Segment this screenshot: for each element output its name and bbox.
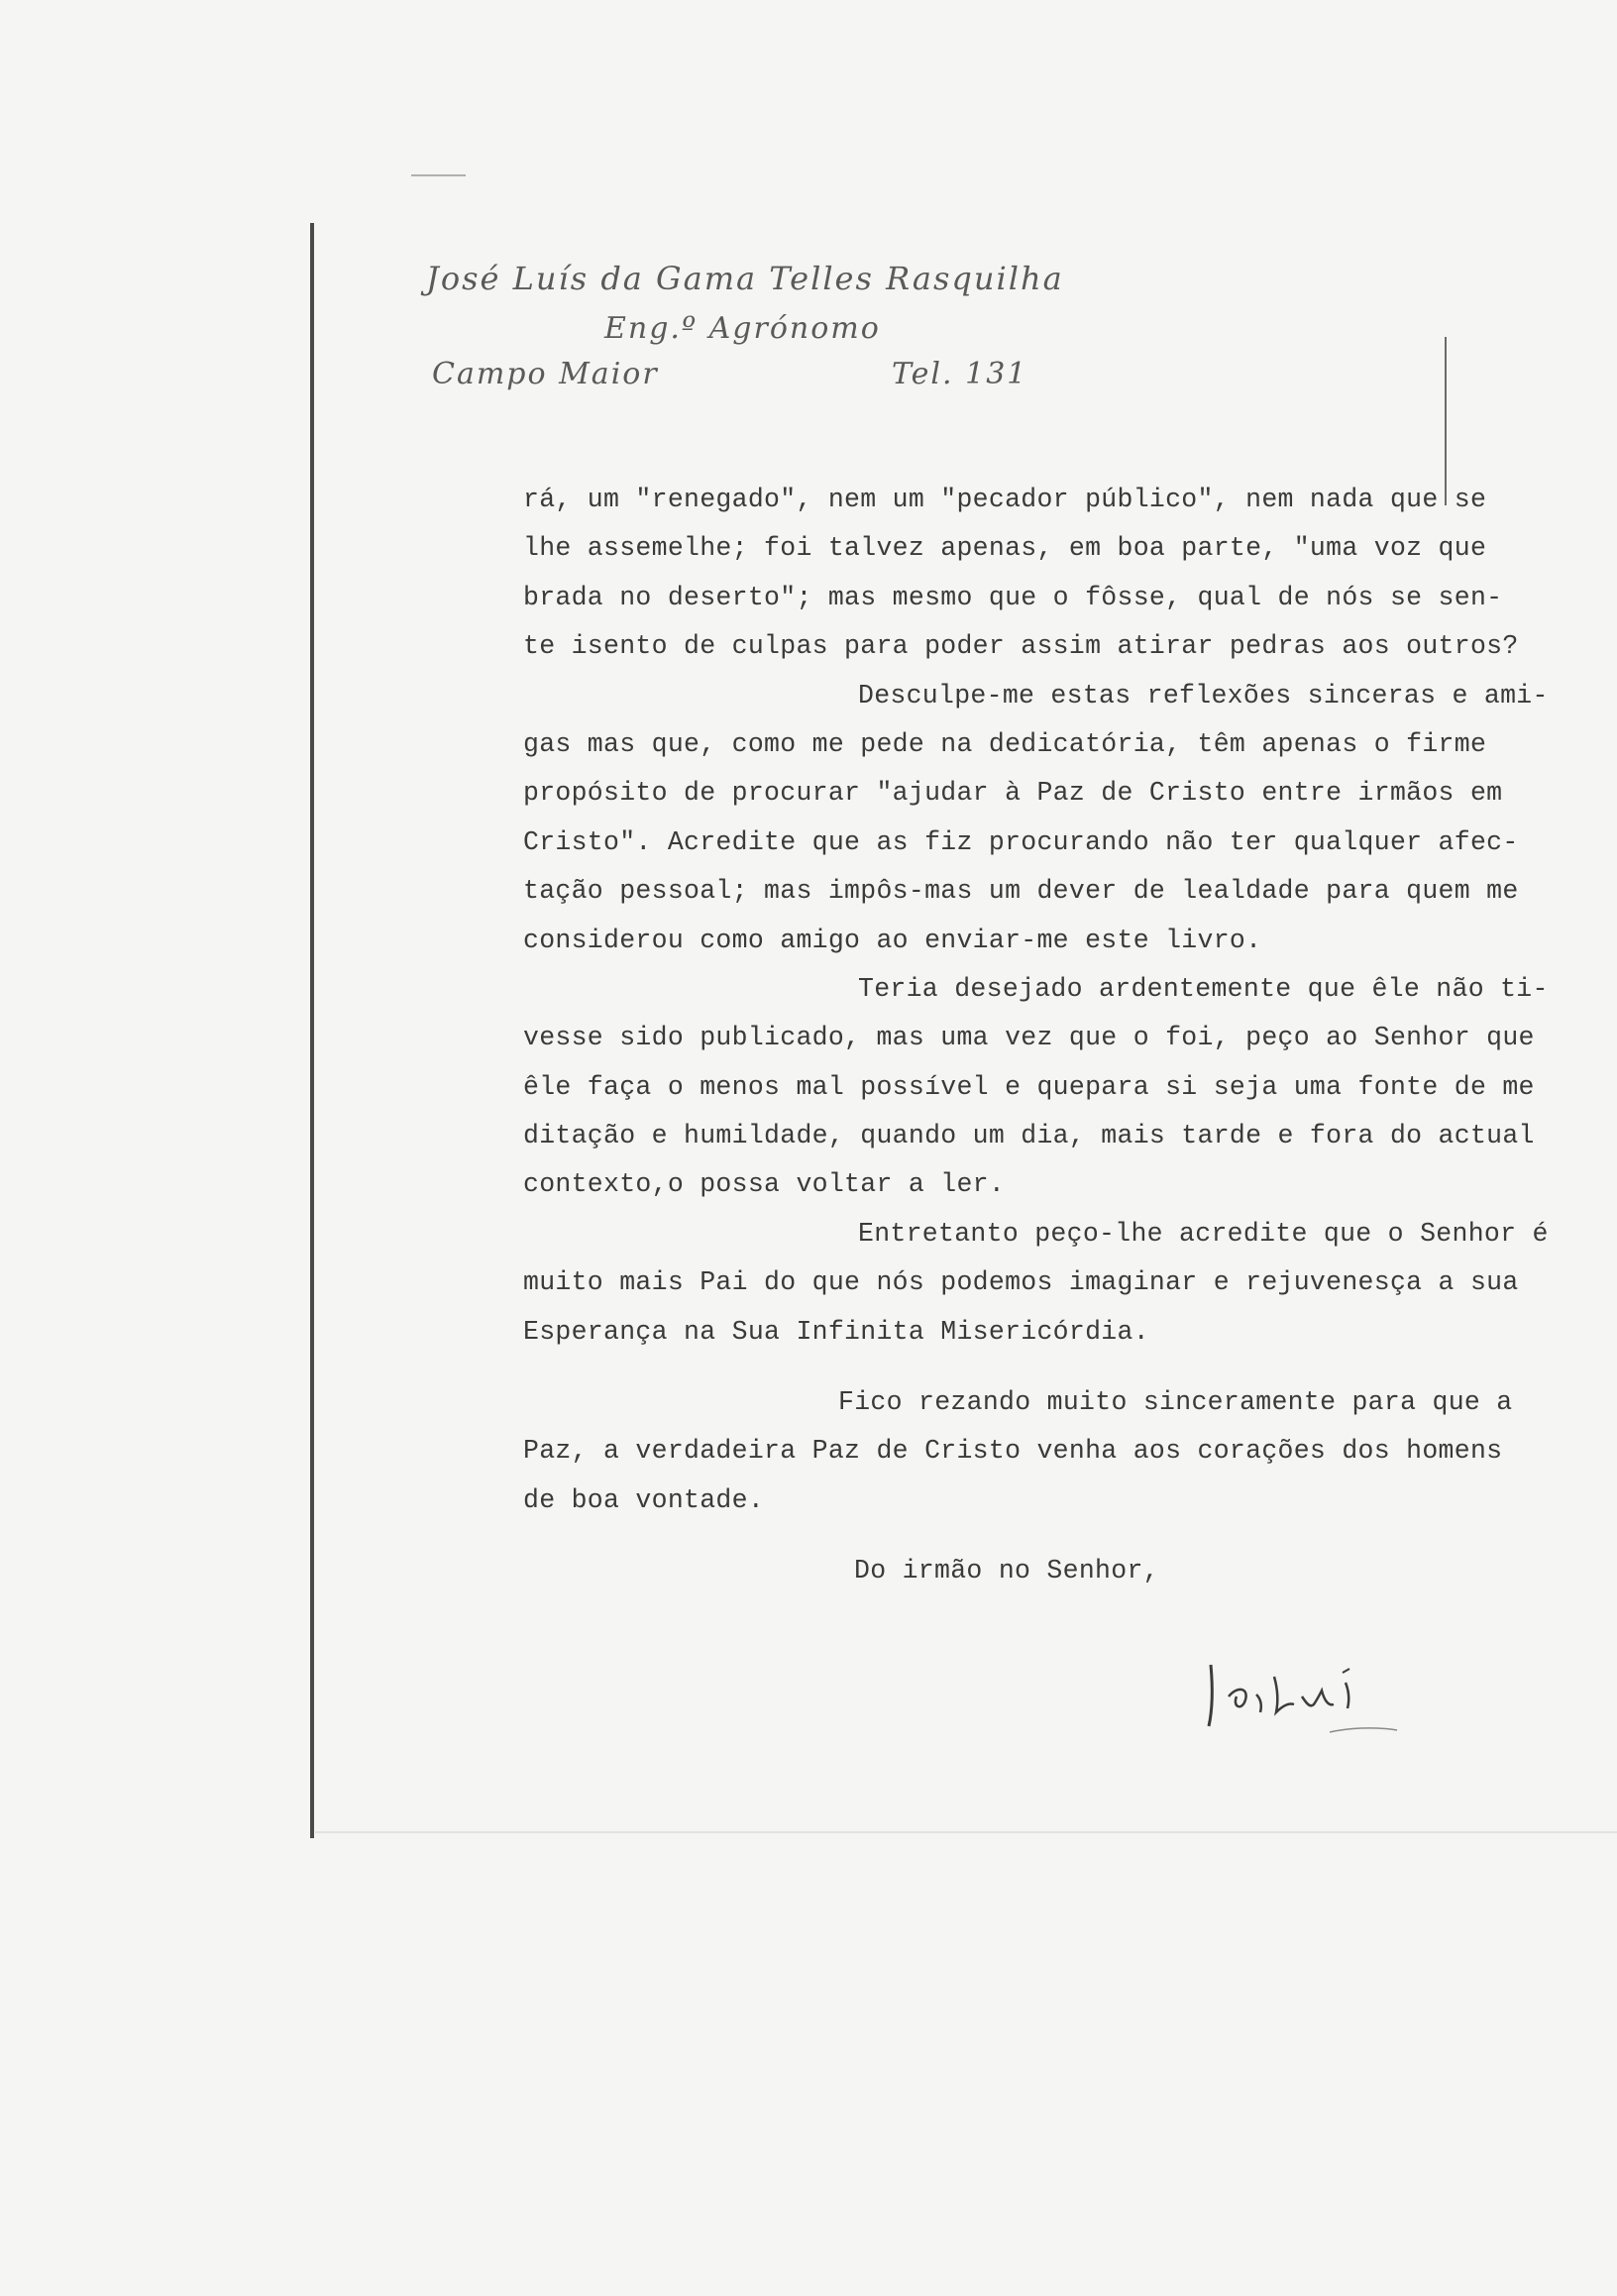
margin-bar	[310, 223, 314, 1838]
text-line: Esperança na Sua Infinita Misericórdia.	[523, 1316, 1149, 1347]
text-line: Teria desejado ardentemente que êle não ti-	[858, 973, 1549, 1004]
text-line: Paz, a verdadeira Paz de Cristo venha aos corações dos homens	[523, 1436, 1503, 1467]
letterhead-name: José Luís da Gama Telles Rasquilha	[426, 260, 1064, 297]
text-line: Fico rezando muito sinceramente para que a	[838, 1387, 1513, 1418]
text-line: propósito de procurar "ajudar à Paz de Cristo entre irmãos em	[523, 778, 1503, 809]
text-line: rá, um "renegado", nem um "pecador público", nem nada que se	[523, 485, 1487, 514]
text-line: considerou como amigo ao enviar-me este livro.	[523, 925, 1262, 955]
text-line: Desculpe-me estas reflexões sinceras e ami-	[858, 680, 1549, 711]
letterhead-location: Campo Maior	[432, 357, 659, 391]
text-line: ditação e humildade, quando um dia, mais tarde e fora do actual	[523, 1121, 1535, 1151]
text-line: brada no deserto"; mas mesmo que o fôsse, qual de nós se sen-	[523, 582, 1503, 612]
handwritten-signature	[1199, 1647, 1427, 1736]
text-line: muito mais Pai do que nós podemos imaginar e rejuvenesça a sua	[523, 1267, 1519, 1298]
text-line: gas mas que, como me pede na dedicatória, têm apenas o firme	[523, 728, 1487, 759]
text-line: Cristo". Acredite que as fiz procurando não ter qualquer afec-	[523, 826, 1519, 857]
letterhead-profession: Eng.º Agrónomo	[604, 311, 881, 346]
text-line: te isento de culpas para poder assim atirar pedras aos outros?	[523, 631, 1519, 662]
text-line: contexto,o possa voltar a ler.	[523, 1169, 1006, 1200]
page-edge	[315, 1831, 1617, 1833]
top-rule	[411, 174, 466, 176]
text-line: êle faça o menos mal possível e quepara si seja uma fonte de me	[523, 1071, 1535, 1102]
closing-salutation: Do irmão no Senhor,	[854, 1556, 1159, 1586]
letterhead-telephone: Tel. 131	[892, 357, 1028, 391]
text-line: Entretanto peço-lhe acredite que o Senhor é	[858, 1218, 1549, 1249]
letter-body	[523, 476, 1563, 1596]
text-line: tação pessoal; mas impôs-mas um dever de lealdade para quem me	[523, 876, 1519, 907]
text-line: de boa vontade.	[523, 1484, 765, 1515]
text-line: lhe assemelhe; foi talvez apenas, em boa parte, "uma voz que	[523, 533, 1487, 564]
text-line: vesse sido publicado, mas uma vez que o foi, peço ao Senhor que	[523, 1023, 1535, 1053]
